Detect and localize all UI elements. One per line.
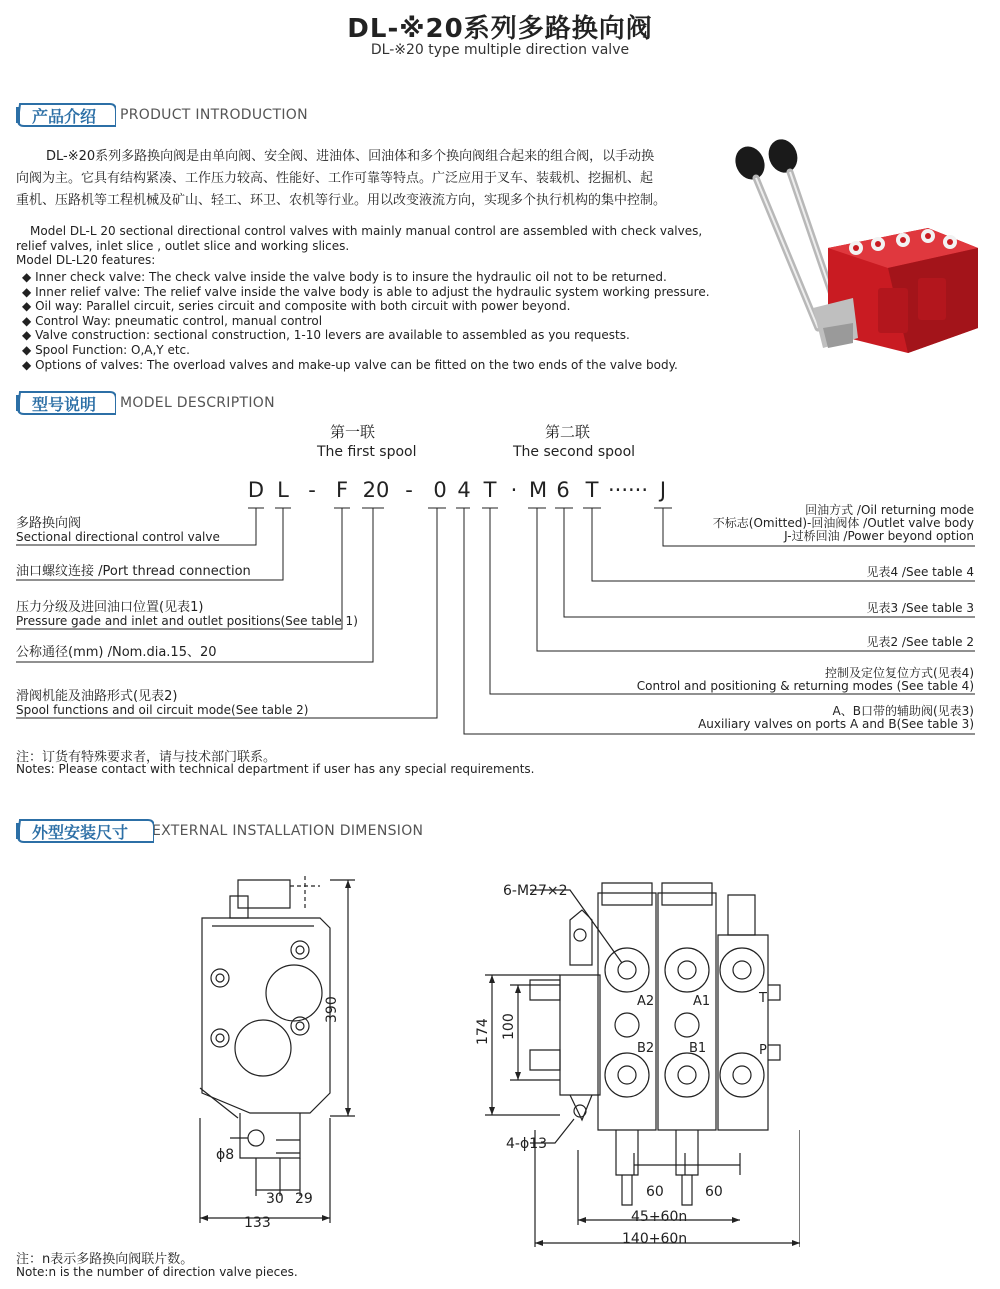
valve-product-image [728,138,990,368]
label-oil-return-line: 不标志(Omitted)-回油阀体 /Outlet valve body [712,516,974,530]
label-see-table-2: 见表2 /See table 2 [866,635,974,649]
label-oil-return-line: 回油方式 /Oil returning mode [805,503,974,517]
intro-cn-line: DL-※20系列多路换向阀是由单向阀、安全阀、进油体、回油体和多个换向阀组合起来的组合阀，以手动换 [46,149,655,164]
intro-en-line: Model DL-L 20 sectional directional control valves with mainly manual control are assembled with check valves, [30,224,703,238]
label-see-table-3: 见表3 /See table 3 [866,601,974,615]
section-tab-intro [16,101,112,129]
feature-item: ◆ Control Way: pneumatic control, manual control [22,313,323,328]
feature-item: ◆ Inner check valve: The check valve inside the valve body is to insure the hydraulic oil not to be returned. [22,270,667,284]
code-char: F [335,478,349,502]
label-holes-4-phi13: 4-ϕ13 [506,1136,548,1152]
code-char: L [277,478,289,502]
label-port-thread: 油口螺纹连接 /Port thread connection [16,564,251,579]
feature-item: ◆ Options of valves: The overload valves and make-up valve can be fitted on the two ends of the valve body. [22,357,678,372]
label-pressure-en: Pressure gade and inlet and outlet positions(See table 1) [16,614,358,628]
label-multiway-valve-en: Sectional directional control valve [16,530,220,544]
code-char: 20 [362,478,390,502]
section-title-cn: 型号说明 [32,394,97,414]
intro-en-line: relief valves, inlet slice , outlet slice and working slices. [16,238,350,253]
dim-30: 30 [266,1191,284,1207]
section-header-model [16,388,275,418]
first-spool-cn: 第一联 [330,423,376,441]
model-note-en: Notes: Please contact with technical department if user has any special requirements. [16,762,535,776]
label-auxiliary-line: Auxiliary valves on ports A and B(See table 3) [698,717,974,731]
dim-174: 174 [475,1018,491,1045]
dim-140-60n: 140+60n [622,1231,688,1247]
dim-100: 100 [501,1013,517,1040]
label-auxiliary-valves [698,705,974,731]
intro-en-line: Model DL-L20 features: [16,253,156,267]
code-char: D [247,478,265,502]
section-header-dimension [16,816,423,846]
label-oil-return [713,504,974,543]
section-tab-model [16,389,112,417]
page-subtitle: DL-※20 type multiple direction valve [370,42,630,58]
bullet-icon: ◆ [22,299,32,314]
port-label-p: P [759,1043,767,1058]
section-title-cn: 外型安装尺寸 [32,822,129,842]
feature-item: ◆ Valve construction: sectional construction, 1-10 levers are available to assembled as you requests. [22,328,630,343]
front-view-drawing [470,875,800,1260]
code-char: ······ [607,478,649,502]
dim-arrows [489,975,800,1246]
feature-item: ◆ Inner relief valve: The relief valve inside the valve body is able to adjust the hydraulic system working pressure. [22,284,710,299]
lever-left [730,142,818,328]
label-spool-function-cn: 滑阀机能及油路形式(见表2) [16,689,178,704]
dim-hole-phi8: ϕ8 [216,1147,235,1163]
feature-item: ◆ Spool Function: O,A,Y etc. [22,342,190,357]
bullet-icon: ◆ [22,284,32,299]
intro-cn-line: 向阀为主。它具有结构紧凑、工作压力较高、性能好、工作可靠等特点。广泛应用于叉车、装载机、挖掘机、起 [16,171,654,186]
code-char: T [585,478,599,502]
label-pressure-cn: 压力分级及进回油口位置(见表1) [16,600,204,615]
label-auxiliary-line: A、B口带的辅助阀(见表3) [832,704,974,718]
code-char: - [308,478,316,502]
bullet-icon: ◆ [22,342,32,357]
label-multiway-valve-cn: 多路换向阀 [16,516,82,531]
port-label-b2: B2 [637,1041,655,1056]
intro-cn-line: 重机、压路机等工程机械及矿山、轻工、环卫、农机等行业。用以改变液流方向，实现多个执行机构的集中控制。 [16,193,667,208]
port-label-t: T [759,991,767,1006]
dimension-note-cn: 注：n表示多路换向阀联片数。 [16,1252,194,1267]
side-view-drawing [190,868,370,1238]
label-spool-function-en: Spool functions and oil circuit mode(See table 2) [16,703,309,717]
intro-en-block [16,224,702,268]
code-char: - [405,478,413,502]
label-see-table-4: 见表4 /See table 4 [866,565,974,579]
first-spool-en: The first spool [317,444,417,460]
port-label-a2: A2 [637,994,655,1009]
page-title: DL-※20系列多路换向阀 [347,14,653,44]
dim-width-133: 133 [244,1215,271,1231]
label-control-mode-line: 控制及定位复位方式(见表4) [825,666,974,680]
intro-cn-paragraph [16,146,736,212]
section-title-cn: 产品介绍 [32,106,97,126]
code-char: T [483,478,497,502]
port-label-a1: A1 [693,994,711,1009]
label-control-mode [637,667,974,693]
dimension-note-en: Note:n is the number of direction valve pieces. [16,1265,298,1279]
dim-height-390: 390 [324,996,340,1023]
bullet-icon: ◆ [22,357,32,372]
code-char: 4 [457,478,471,502]
section-title-en: MODEL DESCRIPTION [120,395,275,411]
section-header-intro [16,100,308,130]
code-char: 6 [556,478,570,502]
label-oil-return-line: J-过桥回油 /Power beyond option [784,529,974,543]
dim-29: 29 [295,1191,313,1207]
dim-60-b: 60 [705,1184,723,1200]
feature-item: ◆ Oil way: Parallel circuit, series circuit and composite with both circuit with power beyond. [22,299,571,314]
label-nominal-dia: 公称通径(mm) /Nom.dia.15、20 [16,645,217,660]
port-label-b1: B1 [689,1041,707,1056]
second-spool-en: The second spool [513,444,636,460]
bullet-icon: ◆ [22,328,32,343]
label-thread-6-m27: 6-M27×2 [503,883,568,899]
dim-60-a: 60 [646,1184,664,1200]
label-control-mode-line: Control and positioning & returning modes (See table 4) [636,679,974,693]
code-char: M [528,478,548,502]
code-char: 0 [433,478,447,502]
bullet-icon: ◆ [22,313,32,328]
section-title-en: PRODUCT INTRODUCTION [120,107,308,123]
dim-45-60n: 45+60n [631,1209,688,1225]
feature-list [22,270,710,372]
section-title-en: EXTERNAL INSTALLATION DIMENSION [152,823,424,839]
second-spool-cn: 第二联 [545,423,591,441]
bullet-icon: ◆ [22,270,32,284]
model-note-cn: 注：订货有特殊要求者，请与技术部门联系。 [16,750,277,765]
section-tab-dimension [16,817,144,845]
code-char: J [659,478,667,502]
code-char: · [510,478,518,502]
